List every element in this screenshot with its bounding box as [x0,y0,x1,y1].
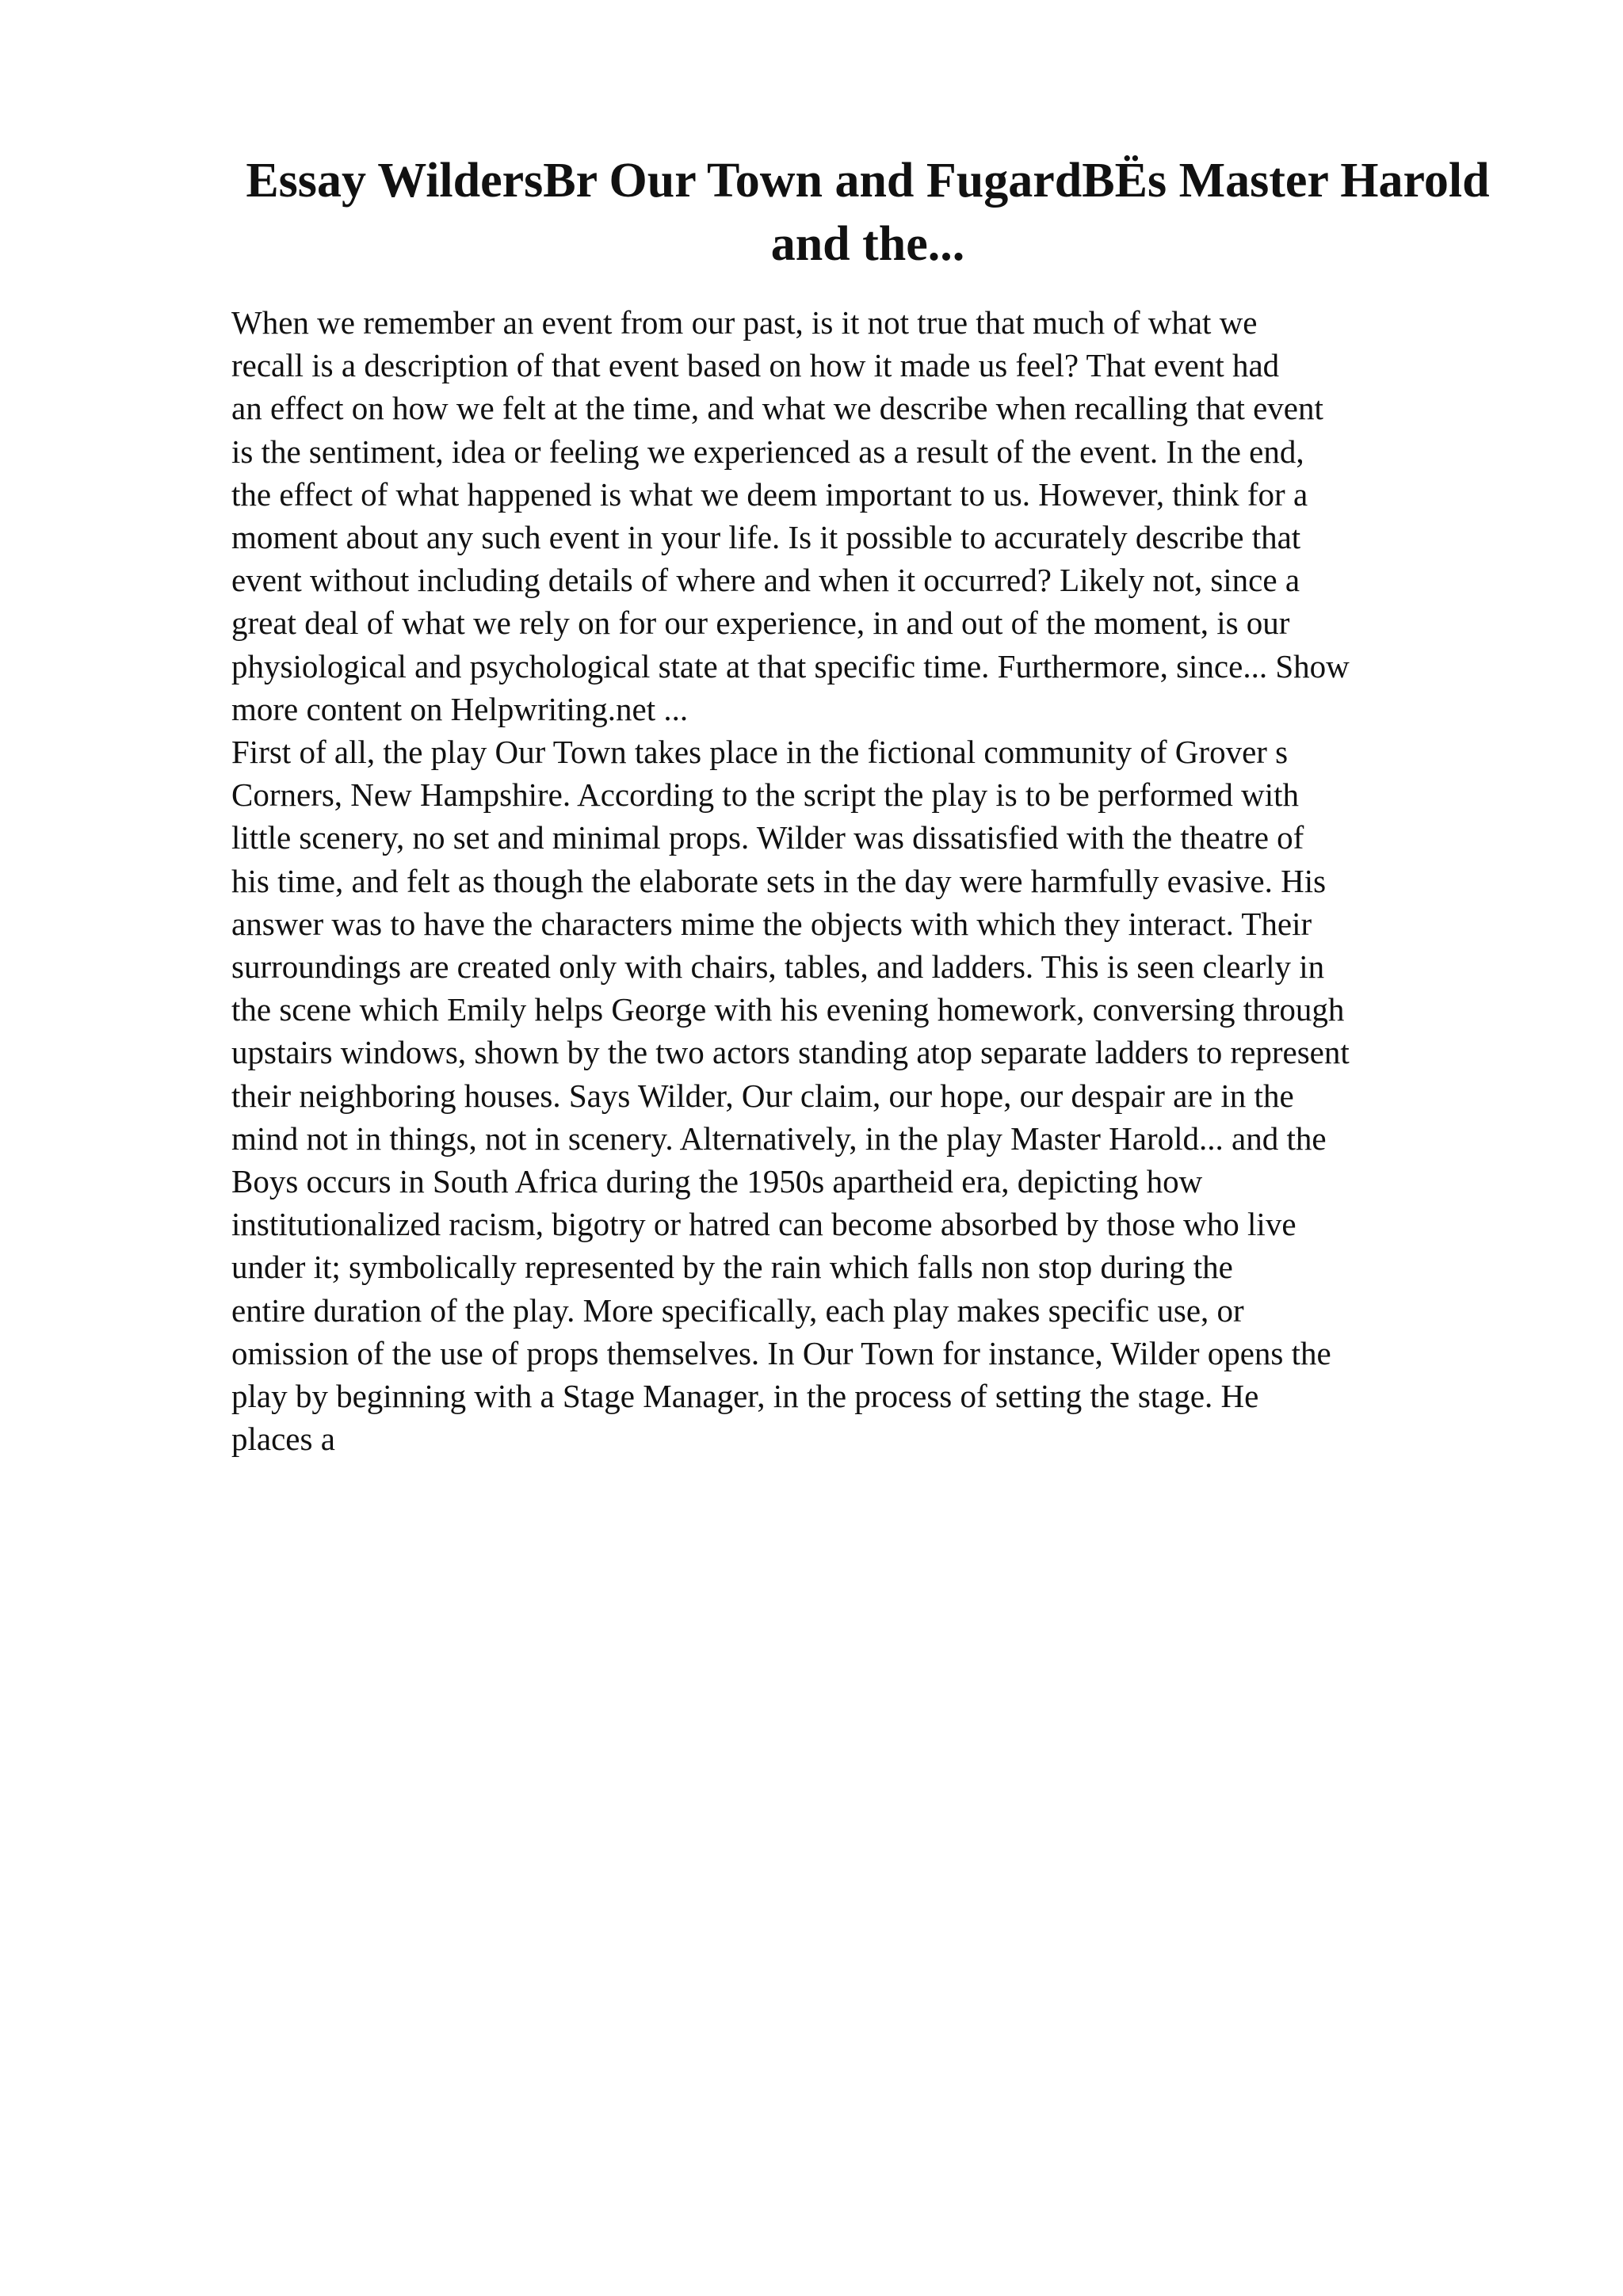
body-line: First of all, the play Our Town takes place in the fictional community of Grover s [231,734,1289,771]
body-line: an effect on how we felt at the time, and what we describe when recalling that event [231,390,1323,427]
body-line: mind not in things, not in scenery. Alternatively, in the play Master Harold... and the [231,1119,1327,1157]
body-line: play by beginning with a Stage Manager, in the process of setting the stage. He [231,1378,1259,1415]
body-line: little scenery, no set and minimal props. Wilder was dissatisfied with the theatre of [231,819,1304,856]
title-line: and the... [770,217,965,271]
body-line: physiological and psychological state at that specific time. Furthermore, since... Show [231,647,1350,685]
body-line: omission of the use of props themselves. In Our Town for instance, Wilder opens the [231,1334,1331,1371]
body-line: places a [231,1421,335,1458]
body-line: recall is a description of that event based on how it made us feel? That event had [231,347,1280,384]
document-title [230,149,1506,276]
title-line: Essay WildersBr Our Town and FugardBËs Master Harold [246,154,1490,208]
body-line: Boys occurs in South Africa during the 1950s apartheid era, depicting how [231,1163,1203,1200]
body-line: institutionalized racism, bigotry or hatred can become absorbed by those who live [231,1206,1296,1243]
body-line: upstairs windows, shown by the two actors standing atop separate ladders to represent [231,1034,1350,1071]
body-line: the effect of what happened is what we deem important to us. However, think for a [231,475,1308,513]
body-line: his time, and felt as though the elaborate sets in the day were harmfully evasive. His [231,862,1327,899]
essay-body [231,301,1515,1460]
body-line: event without including details of where and when it occurred? Likely not, since a [231,562,1300,599]
body-line: great deal of what we rely on for our experience, in and out of the moment, is our [231,605,1290,642]
body-line: Corners, New Hampshire. According to the script the play is to be performed with [231,776,1299,814]
body-line: entire duration of the play. More specifically, each play makes specific use, or [231,1291,1244,1329]
body-line: more content on Helpwriting.net ... [231,690,689,727]
body-line: answer was to have the characters mime the objects with which they interact. Their [231,905,1312,942]
body-line: under it; symbolically represented by the rain which falls non stop during the [231,1249,1233,1286]
body-line: their neighboring houses. Says Wilder, Our claim, our hope, our despair are in the [231,1077,1294,1114]
body-line: the scene which Emily helps George with his evening homework, conversing through [231,991,1345,1028]
body-line: is the sentiment, idea or feeling we experienced as a result of the event. In the end, [231,433,1304,470]
body-line: When we remember an event from our past, is it not true that much of what we [231,304,1258,341]
body-line: surroundings are created only with chairs, tables, and ladders. This is seen clearly in [231,948,1325,986]
body-line: moment about any such event in your life. Is it possible to accurately describe that [231,519,1301,556]
